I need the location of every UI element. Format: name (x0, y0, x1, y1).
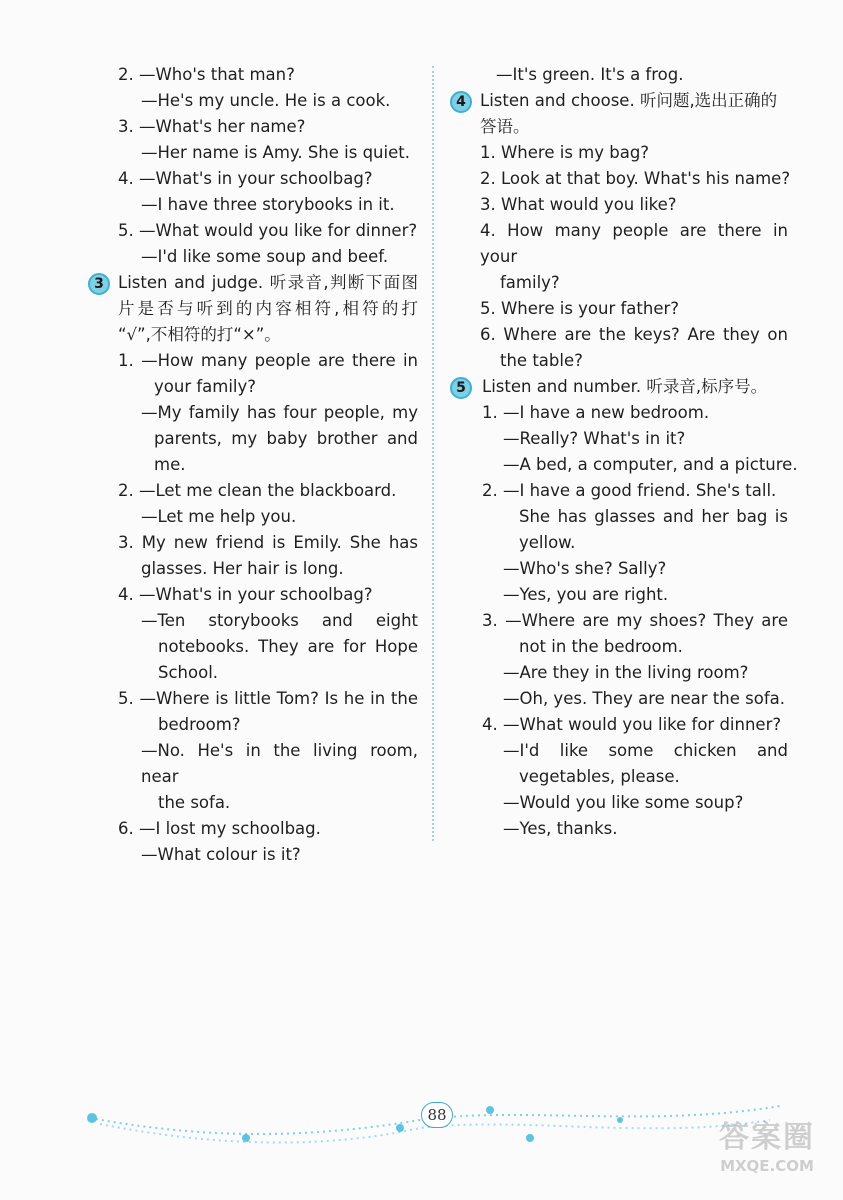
section-number-badge: 4 (450, 91, 472, 113)
text-line: —No. He's in the living room, near (141, 741, 418, 786)
section-heading-line: Listen and number. 听录音,标序号。 (482, 377, 768, 396)
text-line: not in the bedroom. (519, 637, 683, 656)
text-line: 2. Look at that boy. What's his name? (480, 169, 791, 188)
footer-dot (486, 1106, 494, 1114)
text-line: —Ten storybooks and eight (141, 611, 418, 630)
text-line: —Really? What's in it? (503, 429, 686, 448)
text-line: your family? (154, 377, 257, 396)
text-line: School. (158, 663, 219, 682)
footer-dot (617, 1117, 623, 1123)
footer-dot (396, 1124, 404, 1132)
text-line: yellow. (519, 533, 576, 552)
section-heading-line: 答语。 (480, 117, 530, 136)
page-number: 88 (421, 1102, 453, 1128)
column-divider (432, 66, 434, 841)
text-line: vegetables, please. (519, 767, 680, 786)
exercise-section-5 (448, 374, 798, 842)
text-line: —Yes, you are right. (503, 585, 669, 604)
text-line: notebooks. They are for Hope (158, 637, 418, 656)
text-line: 2. —Let me clean the blackboard. (118, 481, 397, 500)
footer-dot (242, 1134, 250, 1142)
text-line: family? (500, 273, 560, 292)
text-line: 3. What would you like? (480, 195, 677, 214)
text-line: 4. —What's in your schoolbag? (118, 585, 373, 604)
section-heading-line: “√”,不相符的打“×”。 (118, 325, 281, 344)
section-heading-line: 片是否与听到的内容相符,相符的打 (118, 299, 418, 318)
text-line: —A bed, a computer, and a picture. (503, 455, 798, 474)
text-line: —I'd like some soup and beef. (141, 247, 389, 266)
watermark-logo: 答案圈 MXQE.COM (719, 1120, 815, 1175)
section-number-badge: 3 (88, 273, 110, 295)
text-line: —It's green. It's a frog. (496, 65, 684, 84)
text-line: 3. —Where are my shoes? They are (482, 611, 788, 630)
text-line: —I'd like some chicken and (503, 741, 788, 760)
text-line: the table? (500, 351, 583, 370)
exercise-section-4 (448, 88, 791, 374)
text-line: —Her name is Amy. She is quiet. (141, 143, 410, 162)
text-line: 2. —I have a good friend. She's tall. (482, 481, 777, 500)
text-line: the sofa. (158, 793, 231, 812)
text-line: —My family has four people, my (141, 403, 418, 422)
text-line: 5. —What would you like for dinner? (118, 221, 418, 240)
text-line: 1. —I have a new bedroom. (482, 403, 710, 422)
section-number-badge: 5 (450, 377, 472, 399)
right-column (448, 62, 798, 842)
text-line: —What colour is it? (141, 845, 301, 864)
footer-dot (87, 1113, 97, 1123)
section-heading-line: Listen and choose. 听问题,选出正确的 (480, 91, 778, 110)
text-line: glasses. Her hair is long. (141, 559, 344, 578)
text-line: 1. Where is my bag? (480, 143, 650, 162)
text-line: 1. —How many people are there in (118, 351, 418, 370)
text-line: She has glasses and her bag is (519, 507, 788, 526)
text-line: 4. —What would you like for dinner? (482, 715, 782, 734)
text-line: 5. —Where is little Tom? Is he in the (118, 689, 418, 708)
text-line: 3. —What's her name? (118, 117, 306, 136)
text-line: 6. —I lost my schoolbag. (118, 819, 321, 838)
text-line: 6. Where are the keys? Are they on (480, 325, 788, 344)
text-line: 2. —Who's that man? (118, 65, 295, 84)
text-line: 5. Where is your father? (480, 299, 680, 318)
text-line: —I have three storybooks in it. (141, 195, 395, 214)
section-heading-line: Listen and judge. 听录音,判断下面图 (118, 273, 418, 292)
text-line: —Are they in the living room? (503, 663, 749, 682)
text-line: parents, my baby brother and (154, 429, 418, 448)
text-line: —Oh, yes. They are near the sofa. (503, 689, 785, 708)
exercise-section-3 (88, 270, 418, 868)
text-line: 4. —What's in your schoolbag? (118, 169, 373, 188)
left-column (88, 62, 418, 868)
text-line: —Let me help you. (141, 507, 297, 526)
text-line: —Yes, thanks. (503, 819, 618, 838)
text-line: bedroom? (158, 715, 241, 734)
text-line: —Who's she? Sally? (503, 559, 667, 578)
text-line: me. (154, 455, 186, 474)
text-line: 3. My new friend is Emily. She has (118, 533, 418, 552)
text-line: —Would you like some soup? (503, 793, 744, 812)
text-line: 4. How many people are there in your (480, 221, 788, 266)
footer-dot (526, 1134, 534, 1142)
text-line: —He's my uncle. He is a cook. (141, 91, 391, 110)
